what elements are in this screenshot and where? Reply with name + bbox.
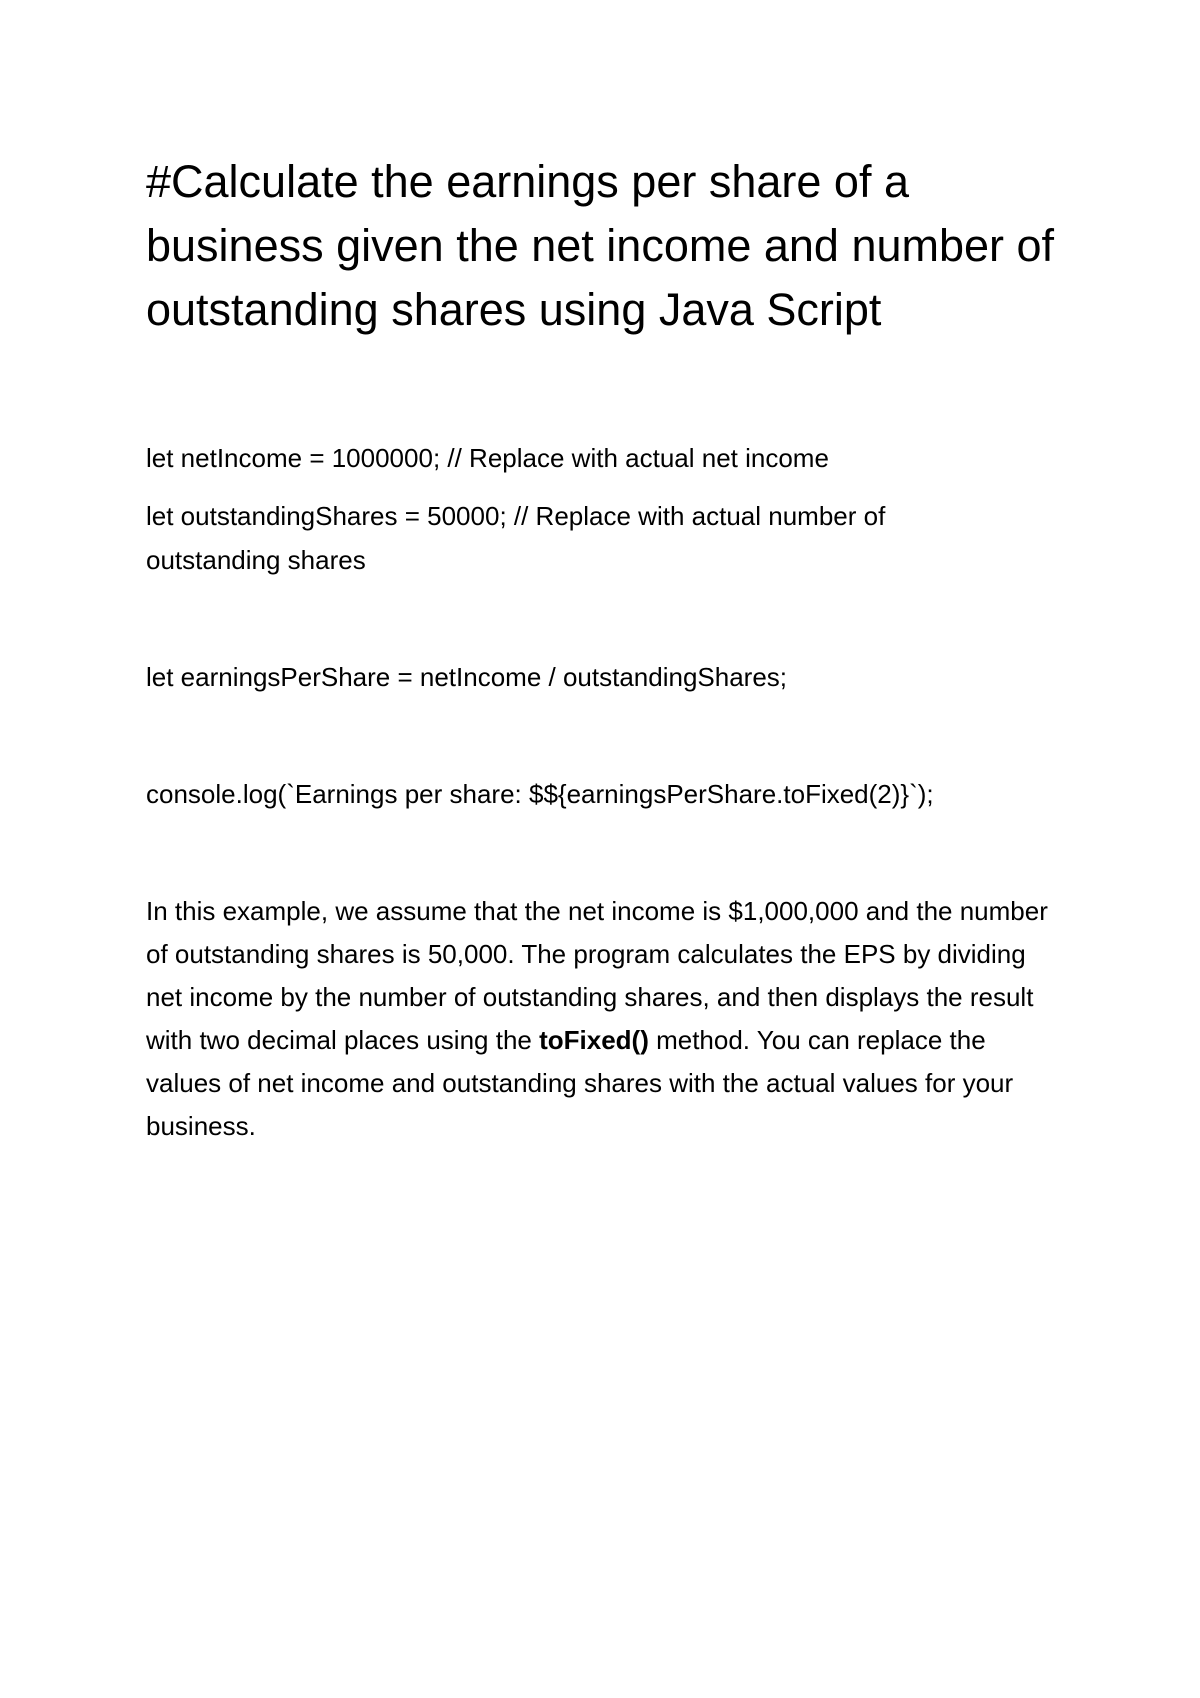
document-title: #Calculate the earnings per share of a business given the net income and number of outstanding shares using Java Script [146, 156, 1055, 335]
explanation-text-end: method. You can replace the values of net income and outstanding shares with the actual values for your business. [146, 1025, 1014, 1141]
explanation-text-start: In this example, we assume that the net income is $1,000,000 and the number of outstanding shares is 50,000. The program calculates the EPS by dividing net income by the number of outstanding shares, and then displays the result with two decimal places using the [146, 896, 1048, 1055]
explanation-paragraph [146, 890, 1061, 1148]
code-line-earnings-per-share: let earningsPerShare = netIncome / outstandingShares; [146, 662, 788, 692]
code-line-outstanding-shares: let outstandingShares = 50000; // Replace with actual number of outstanding shares [146, 501, 886, 575]
explanation-method-name: toFixed() [539, 1025, 649, 1055]
code-line-net-income: let netIncome = 1000000; // Replace with actual net income [146, 443, 829, 473]
code-line-console-log: console.log(`Earnings per share: $${earningsPerShare.toFixed(2)}`); [146, 779, 934, 809]
